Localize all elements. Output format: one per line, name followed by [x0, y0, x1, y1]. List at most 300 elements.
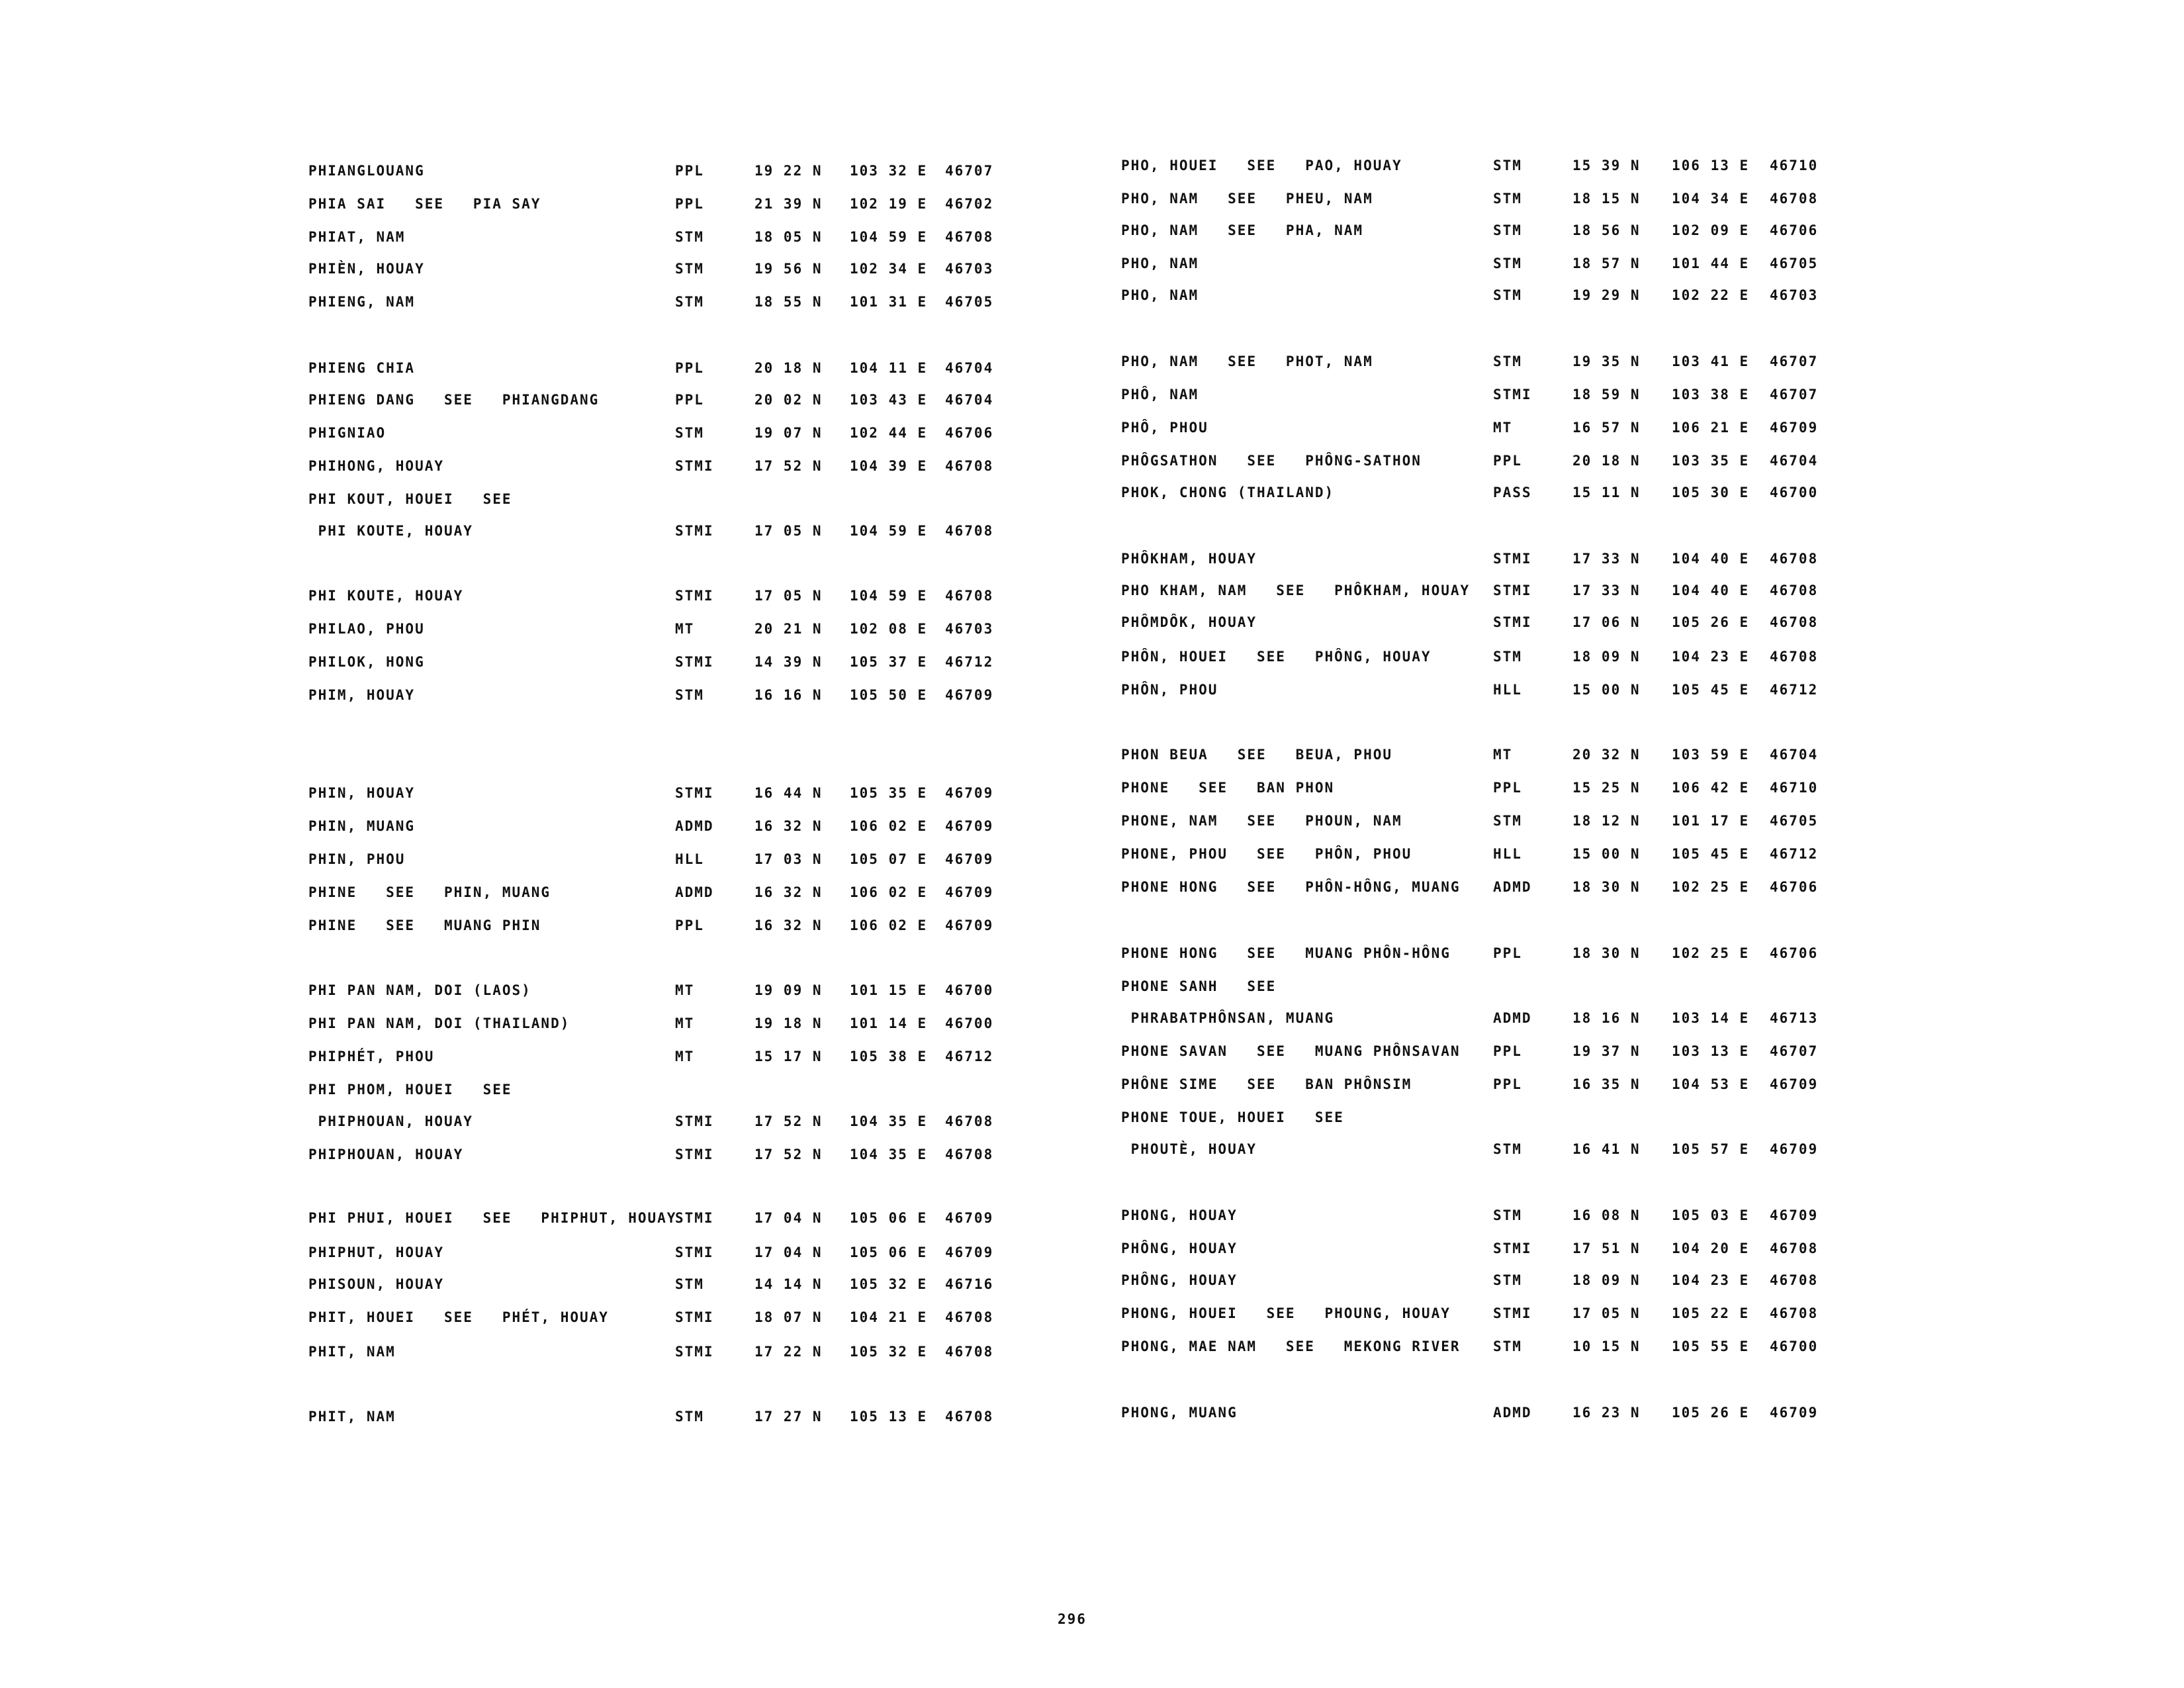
entry-name: PHI PAN NAM, DOI (LAOS) [308, 982, 531, 998]
entry-code: STMI [675, 785, 714, 801]
entry-name: PHÔNE SIME SEE BAN PHÔNSIM [1121, 1076, 1412, 1092]
entry-lat: 16 35 N [1572, 1076, 1641, 1092]
entry-name: PHO, HOUEI SEE PAO, HOUAY [1121, 158, 1402, 173]
entry-sheet: 46708 [945, 229, 994, 245]
entry-name: PHÔN, PHOU [1121, 682, 1218, 698]
entry-lat: 16 32 N [754, 818, 823, 834]
entry-lat: 17 06 N [1572, 614, 1641, 630]
entry-sheet: 46706 [1770, 945, 1819, 961]
entry-lat: 14 39 N [754, 654, 823, 670]
entry-lat: 16 41 N [1572, 1141, 1641, 1157]
entry-lat: 18 59 N [1572, 387, 1641, 402]
entry-lon: 101 15 E [850, 982, 928, 998]
entry-name: PHONE SAVAN SEE MUANG PHÔNSAVAN [1121, 1043, 1461, 1059]
entry-name: PHRABATPHÔNSAN, MUANG [1121, 1010, 1335, 1026]
entry-code: STMI [675, 654, 714, 670]
entry-name: PHIPHÉT, PHOU [308, 1049, 435, 1064]
entry-code: STMI [1493, 387, 1532, 402]
entry-lat: 15 11 N [1572, 485, 1641, 500]
entry-sheet: 46703 [945, 261, 994, 277]
entry-code: MT [675, 1015, 695, 1031]
entry-lat: 18 09 N [1572, 1272, 1641, 1288]
entry-lat: 17 22 N [754, 1344, 823, 1360]
entry-lon: 104 53 E [1672, 1076, 1750, 1092]
entry-sheet: 46712 [945, 1049, 994, 1064]
entry-code: STM [675, 1276, 704, 1292]
entry-lon: 104 34 E [1672, 191, 1750, 207]
entry-code: PPL [1493, 1076, 1522, 1092]
entry-lon: 105 26 E [1672, 1405, 1750, 1421]
entry-name: PHI PHOM, HOUEI SEE [308, 1082, 512, 1098]
entry-sheet: 46708 [945, 523, 994, 539]
entry-code: PPL [1493, 453, 1522, 469]
entry-lat: 20 32 N [1572, 747, 1641, 763]
entry-sheet: 46709 [945, 1244, 994, 1260]
entry-lat: 15 17 N [754, 1049, 823, 1064]
entry-lat: 18 16 N [1572, 1010, 1641, 1026]
entry-name: PHIAT, NAM [308, 229, 406, 245]
entry-code: STM [1493, 191, 1522, 207]
entry-sheet: 46703 [1770, 287, 1819, 303]
entry-sheet: 46709 [1770, 1141, 1819, 1157]
entry-name: PHÔGSATHON SEE PHÔNG-SATHON [1121, 453, 1422, 469]
entry-sheet: 46707 [1770, 387, 1819, 402]
entry-code: MT [1493, 747, 1513, 763]
entry-lon: 102 08 E [850, 621, 928, 637]
entry-name: PHONG, MUANG [1121, 1405, 1238, 1421]
entry-name: PHIPHOUAN, HOUAY [308, 1147, 464, 1162]
entry-lat: 19 29 N [1572, 287, 1641, 303]
entry-name: PHI KOUTE, HOUAY [308, 588, 464, 604]
entry-lon: 105 32 E [850, 1344, 928, 1360]
entry-name: PHONE SANH SEE [1121, 978, 1277, 994]
entry-code: STMI [1493, 614, 1532, 630]
entry-name: PHIA SAI SEE PIA SAY [308, 196, 541, 212]
entry-sheet: 46705 [1770, 256, 1819, 271]
entry-lat: 17 52 N [754, 458, 823, 474]
entry-code: ADMD [1493, 879, 1532, 895]
entry-code: STM [1493, 813, 1522, 829]
entry-code: STM [1493, 222, 1522, 238]
entry-sheet: 46707 [1770, 353, 1819, 369]
entry-sheet: 46709 [1770, 1207, 1819, 1223]
entry-lon: 106 02 E [850, 884, 928, 900]
entry-sheet: 46708 [945, 1113, 994, 1129]
entry-lat: 19 07 N [754, 425, 823, 441]
entry-name: PHOK, CHONG (THAILAND) [1121, 485, 1335, 500]
entry-name: PHIENG CHIA [308, 360, 416, 376]
entry-name: PHONE, NAM SEE PHOUN, NAM [1121, 813, 1402, 829]
entry-code: PPL [1493, 1043, 1522, 1059]
entry-lat: 18 57 N [1572, 256, 1641, 271]
entry-name: PHO, NAM SEE PHA, NAM [1121, 222, 1364, 238]
entry-sheet: 46709 [945, 687, 994, 703]
entry-name: PHIENG, NAM [308, 294, 416, 310]
entry-sheet: 46712 [1770, 846, 1819, 862]
entry-name: PHO, NAM [1121, 256, 1199, 271]
entry-sheet: 46709 [945, 851, 994, 867]
entry-lat: 18 56 N [1572, 222, 1641, 238]
entry-code: STMI [1493, 1241, 1532, 1256]
entry-code: STMI [675, 1344, 714, 1360]
entry-name: PHIN, HOUAY [308, 785, 416, 801]
entry-code: STMI [1493, 551, 1532, 567]
entry-name: PHÔN, HOUEI SEE PHÔNG, HOUAY [1121, 649, 1432, 665]
entry-code: STM [1493, 158, 1522, 173]
entry-lon: 105 26 E [1672, 614, 1750, 630]
entry-lon: 101 17 E [1672, 813, 1750, 829]
entry-lon: 105 57 E [1672, 1141, 1750, 1157]
entry-sheet: 46705 [1770, 813, 1819, 829]
entry-lat: 10 15 N [1572, 1338, 1641, 1354]
entry-sheet: 46708 [1770, 1272, 1819, 1288]
entry-name: PHIÈN, HOUAY [308, 261, 425, 277]
entry-sheet: 46705 [945, 294, 994, 310]
entry-lat: 16 57 N [1572, 420, 1641, 436]
entry-lat: 16 08 N [1572, 1207, 1641, 1223]
entry-lat: 21 39 N [754, 196, 823, 212]
entry-lat: 17 03 N [754, 851, 823, 867]
entry-lat: 19 09 N [754, 982, 823, 998]
entry-lat: 17 51 N [1572, 1241, 1641, 1256]
entry-code: ADMD [1493, 1010, 1532, 1026]
entry-lon: 105 06 E [850, 1210, 928, 1226]
entry-code: STMI [1493, 1305, 1532, 1321]
entry-sheet: 46709 [945, 785, 994, 801]
entry-name: PHO KHAM, NAM SEE PHÔKHAM, HOUAY [1121, 583, 1471, 598]
entry-name: PHONE HONG SEE PHÔN-HÔNG, MUANG [1121, 879, 1461, 895]
entry-lon: 104 59 E [850, 588, 928, 604]
entry-lon: 103 59 E [1672, 747, 1750, 763]
entry-lon: 105 45 E [1672, 846, 1750, 862]
entry-lon: 101 14 E [850, 1015, 928, 1031]
entry-code: STM [675, 1409, 704, 1425]
entry-name: PHÔKHAM, HOUAY [1121, 551, 1257, 567]
entry-sheet: 46709 [1770, 1076, 1819, 1092]
entry-lat: 17 04 N [754, 1210, 823, 1226]
entry-name: PHI PHUI, HOUEI SEE PHIPHUT, HOUAY [308, 1210, 677, 1226]
entry-lon: 106 42 E [1672, 780, 1750, 796]
entry-name: PHON BEUA SEE BEUA, PHOU [1121, 747, 1393, 763]
entry-sheet: 46707 [1770, 1043, 1819, 1059]
entry-lon: 105 37 E [850, 654, 928, 670]
entry-lon: 103 32 E [850, 163, 928, 179]
entry-code: PPL [675, 360, 704, 376]
entry-code: STMI [675, 523, 714, 539]
entry-code: STM [675, 425, 704, 441]
entry-sheet: 46712 [945, 654, 994, 670]
entry-sheet: 46700 [945, 1015, 994, 1031]
entry-name: PHISOUN, HOUAY [308, 1276, 445, 1292]
entry-lat: 17 05 N [754, 523, 823, 539]
entry-code: STMI [675, 458, 714, 474]
entry-lon: 105 30 E [1672, 485, 1750, 500]
entry-sheet: 46708 [1770, 583, 1819, 598]
entry-code: STM [1493, 287, 1522, 303]
entry-lat: 17 52 N [754, 1147, 823, 1162]
entry-name: PHO, NAM [1121, 287, 1199, 303]
entry-sheet: 46709 [1770, 1405, 1819, 1421]
entry-sheet: 46706 [1770, 222, 1819, 238]
entry-sheet: 46708 [945, 588, 994, 604]
entry-sheet: 46708 [1770, 649, 1819, 665]
entry-lon: 104 39 E [850, 458, 928, 474]
entry-lon: 106 13 E [1672, 158, 1750, 173]
entry-code: MT [675, 982, 695, 998]
entry-lon: 104 59 E [850, 229, 928, 245]
entry-lat: 17 33 N [1572, 551, 1641, 567]
entry-sheet: 46704 [1770, 747, 1819, 763]
entry-lon: 105 06 E [850, 1244, 928, 1260]
entry-lon: 102 22 E [1672, 287, 1750, 303]
entry-sheet: 46709 [945, 884, 994, 900]
entry-name: PHONG, HOUEI SEE PHOUNG, HOUAY [1121, 1305, 1451, 1321]
entry-lat: 16 44 N [754, 785, 823, 801]
entry-name: PHONE SEE BAN PHON [1121, 780, 1335, 796]
entry-lat: 16 16 N [754, 687, 823, 703]
entry-name: PHILAO, PHOU [308, 621, 425, 637]
entry-sheet: 46708 [1770, 614, 1819, 630]
entry-name: PHONE TOUE, HOUEI SEE [1121, 1109, 1344, 1125]
entry-code: STMI [675, 1113, 714, 1129]
entry-name: PHONE HONG SEE MUANG PHÔN-HÔNG [1121, 945, 1451, 961]
entry-code: STM [675, 261, 704, 277]
entry-lat: 18 12 N [1572, 813, 1641, 829]
entry-lon: 103 35 E [1672, 453, 1750, 469]
entry-sheet: 46708 [1770, 551, 1819, 567]
entry-code: STMI [1493, 583, 1532, 598]
entry-name: PHIN, PHOU [308, 851, 406, 867]
entry-lon: 104 40 E [1672, 551, 1750, 567]
entry-sheet: 46700 [1770, 485, 1819, 500]
entry-lat: 19 37 N [1572, 1043, 1641, 1059]
entry-name: PHÔ, NAM [1121, 387, 1199, 402]
entry-name: PHIPHOUAN, HOUAY [308, 1113, 473, 1129]
entry-lat: 20 18 N [754, 360, 823, 376]
entry-code: STMI [675, 1309, 714, 1325]
entry-lon: 104 59 E [850, 523, 928, 539]
entry-name: PHIT, HOUEI SEE PHÉT, HOUAY [308, 1309, 609, 1325]
entry-lon: 105 38 E [850, 1049, 928, 1064]
entry-lon: 106 02 E [850, 917, 928, 933]
entry-code: STM [1493, 1338, 1522, 1354]
entry-lat: 18 09 N [1572, 649, 1641, 665]
entry-lat: 19 56 N [754, 261, 823, 277]
entry-lon: 102 25 E [1672, 879, 1750, 895]
entry-lon: 103 13 E [1672, 1043, 1750, 1059]
entry-code: STM [675, 687, 704, 703]
entry-lon: 103 43 E [850, 392, 928, 408]
entry-lon: 105 03 E [1672, 1207, 1750, 1223]
entry-code: STM [1493, 649, 1522, 665]
entry-lat: 19 18 N [754, 1015, 823, 1031]
entry-lat: 20 18 N [1572, 453, 1641, 469]
entry-lon: 101 31 E [850, 294, 928, 310]
entry-lon: 104 23 E [1672, 649, 1750, 665]
entry-sheet: 46706 [945, 425, 994, 441]
entry-sheet: 46708 [945, 1409, 994, 1425]
entry-lon: 105 07 E [850, 851, 928, 867]
entry-code: STMI [675, 1147, 714, 1162]
entry-name: PHIT, NAM [308, 1409, 396, 1425]
entry-lat: 17 33 N [1572, 583, 1641, 598]
entry-lon: 104 21 E [850, 1309, 928, 1325]
entry-lat: 14 14 N [754, 1276, 823, 1292]
entry-name: PHI PAN NAM, DOI (THAILAND) [308, 1015, 570, 1031]
entry-lat: 18 15 N [1572, 191, 1641, 207]
entry-lat: 20 21 N [754, 621, 823, 637]
entry-lon: 102 19 E [850, 196, 928, 212]
entry-sheet: 46709 [945, 1210, 994, 1226]
entry-name: PHÔNG, HOUAY [1121, 1272, 1238, 1288]
entry-lon: 102 44 E [850, 425, 928, 441]
entry-lat: 18 05 N [754, 229, 823, 245]
entry-lat: 17 05 N [754, 588, 823, 604]
entry-lat: 15 00 N [1572, 846, 1641, 862]
entry-sheet: 46708 [1770, 191, 1819, 207]
entry-lon: 103 41 E [1672, 353, 1750, 369]
entry-sheet: 46708 [945, 1147, 994, 1162]
entry-sheet: 46712 [1770, 682, 1819, 698]
entry-code: STMI [675, 1244, 714, 1260]
entry-code: STM [1493, 1207, 1522, 1223]
entry-name: PHIPHUT, HOUAY [308, 1244, 445, 1260]
entry-code: HLL [1493, 846, 1522, 862]
entry-lon: 102 09 E [1672, 222, 1750, 238]
entry-lat: 18 30 N [1572, 945, 1641, 961]
entry-name: PHI KOUTE, HOUAY [308, 523, 473, 539]
entry-lon: 105 32 E [850, 1276, 928, 1292]
entry-lon: 103 38 E [1672, 387, 1750, 402]
entry-name: PHIN, MUANG [308, 818, 416, 834]
entry-sheet: 46716 [945, 1276, 994, 1292]
entry-lon: 105 13 E [850, 1409, 928, 1425]
entry-sheet: 46709 [945, 818, 994, 834]
entry-sheet: 46708 [945, 458, 994, 474]
entry-lon: 104 11 E [850, 360, 928, 376]
entry-code: PPL [675, 196, 704, 212]
entry-sheet: 46709 [1770, 420, 1819, 436]
entry-sheet: 46708 [945, 1344, 994, 1360]
entry-lat: 16 32 N [754, 884, 823, 900]
entry-code: STMI [675, 1210, 714, 1226]
entry-code: STM [1493, 1141, 1522, 1157]
entry-code: HLL [675, 851, 704, 867]
entry-name: PHIHONG, HOUAY [308, 458, 445, 474]
entry-code: PPL [1493, 780, 1522, 796]
entry-code: MT [675, 621, 695, 637]
entry-sheet: 46700 [1770, 1338, 1819, 1354]
entry-code: PASS [1493, 485, 1532, 500]
entry-lat: 19 22 N [754, 163, 823, 179]
entry-sheet: 46710 [1770, 158, 1819, 173]
entry-code: MT [675, 1049, 695, 1064]
entry-sheet: 46708 [1770, 1305, 1819, 1321]
entry-lon: 104 23 E [1672, 1272, 1750, 1288]
entry-sheet: 46703 [945, 621, 994, 637]
entry-lon: 104 40 E [1672, 583, 1750, 598]
entry-lon: 106 02 E [850, 818, 928, 834]
entry-code: ADMD [675, 884, 714, 900]
entry-lon: 105 55 E [1672, 1338, 1750, 1354]
entry-code: PPL [675, 163, 704, 179]
entry-name: PHI KOUT, HOUEI SEE [308, 491, 512, 507]
entry-code: ADMD [1493, 1405, 1532, 1421]
entry-name: PHINE SEE PHIN, MUANG [308, 884, 551, 900]
entry-sheet: 46708 [945, 1309, 994, 1325]
entry-code: PPL [675, 392, 704, 408]
entry-lon: 105 50 E [850, 687, 928, 703]
entry-lat: 18 30 N [1572, 879, 1641, 895]
entry-lat: 15 25 N [1572, 780, 1641, 796]
entry-lat: 20 02 N [754, 392, 823, 408]
entry-lon: 105 22 E [1672, 1305, 1750, 1321]
entry-lon: 105 45 E [1672, 682, 1750, 698]
entry-name: PHOUTÈ, HOUAY [1121, 1141, 1257, 1157]
entry-name: PHILOK, HONG [308, 654, 425, 670]
entry-name: PHÔ, PHOU [1121, 420, 1208, 436]
entry-name: PHÔNG, HOUAY [1121, 1241, 1238, 1256]
entry-lat: 17 27 N [754, 1409, 823, 1425]
entry-sheet: 46704 [1770, 453, 1819, 469]
entry-name: PHONG, MAE NAM SEE MEKONG RIVER [1121, 1338, 1461, 1354]
entry-lat: 15 39 N [1572, 158, 1641, 173]
entry-code: HLL [1493, 682, 1522, 698]
entry-lon: 102 25 E [1672, 945, 1750, 961]
entry-lat: 17 52 N [754, 1113, 823, 1129]
entry-name: PHIGNIAO [308, 425, 387, 441]
entry-code: PPL [1493, 945, 1522, 961]
entry-lon: 106 21 E [1672, 420, 1750, 436]
entry-sheet: 46713 [1770, 1010, 1819, 1026]
entry-lat: 16 23 N [1572, 1405, 1641, 1421]
entry-sheet: 46708 [1770, 1241, 1819, 1256]
entry-lat: 19 35 N [1572, 353, 1641, 369]
entry-sheet: 46710 [1770, 780, 1819, 796]
entry-code: MT [1493, 420, 1513, 436]
entry-name: PHIANGLOUANG [308, 163, 425, 179]
entry-name: PHIENG DANG SEE PHIANGDANG [308, 392, 600, 408]
entry-code: PPL [675, 917, 704, 933]
entry-lon: 103 14 E [1672, 1010, 1750, 1026]
entry-name: PHONE, PHOU SEE PHÔN, PHOU [1121, 846, 1412, 862]
entry-sheet: 46706 [1770, 879, 1819, 895]
entry-lat: 17 04 N [754, 1244, 823, 1260]
entry-lat: 16 32 N [754, 917, 823, 933]
entry-code: STM [675, 294, 704, 310]
entry-lat: 15 00 N [1572, 682, 1641, 698]
entry-lon: 101 44 E [1672, 256, 1750, 271]
entry-code: STM [675, 229, 704, 245]
entry-name: PHONG, HOUAY [1121, 1207, 1238, 1223]
entry-lat: 17 05 N [1572, 1305, 1641, 1321]
entry-sheet: 46709 [945, 917, 994, 933]
page-number: 296 [1058, 1611, 1087, 1627]
entry-name: PHIM, HOUAY [308, 687, 416, 703]
entry-code: STMI [675, 588, 714, 604]
entry-sheet: 46700 [945, 982, 994, 998]
entry-lon: 105 35 E [850, 785, 928, 801]
entry-sheet: 46704 [945, 392, 994, 408]
entry-code: STM [1493, 1272, 1522, 1288]
entry-code: STM [1493, 353, 1522, 369]
entry-lon: 102 34 E [850, 261, 928, 277]
entry-name: PHO, NAM SEE PHOT, NAM [1121, 353, 1373, 369]
entry-name: PHINE SEE MUANG PHIN [308, 917, 541, 933]
entry-lat: 18 55 N [754, 294, 823, 310]
entry-lon: 104 35 E [850, 1147, 928, 1162]
entry-lon: 104 35 E [850, 1113, 928, 1129]
